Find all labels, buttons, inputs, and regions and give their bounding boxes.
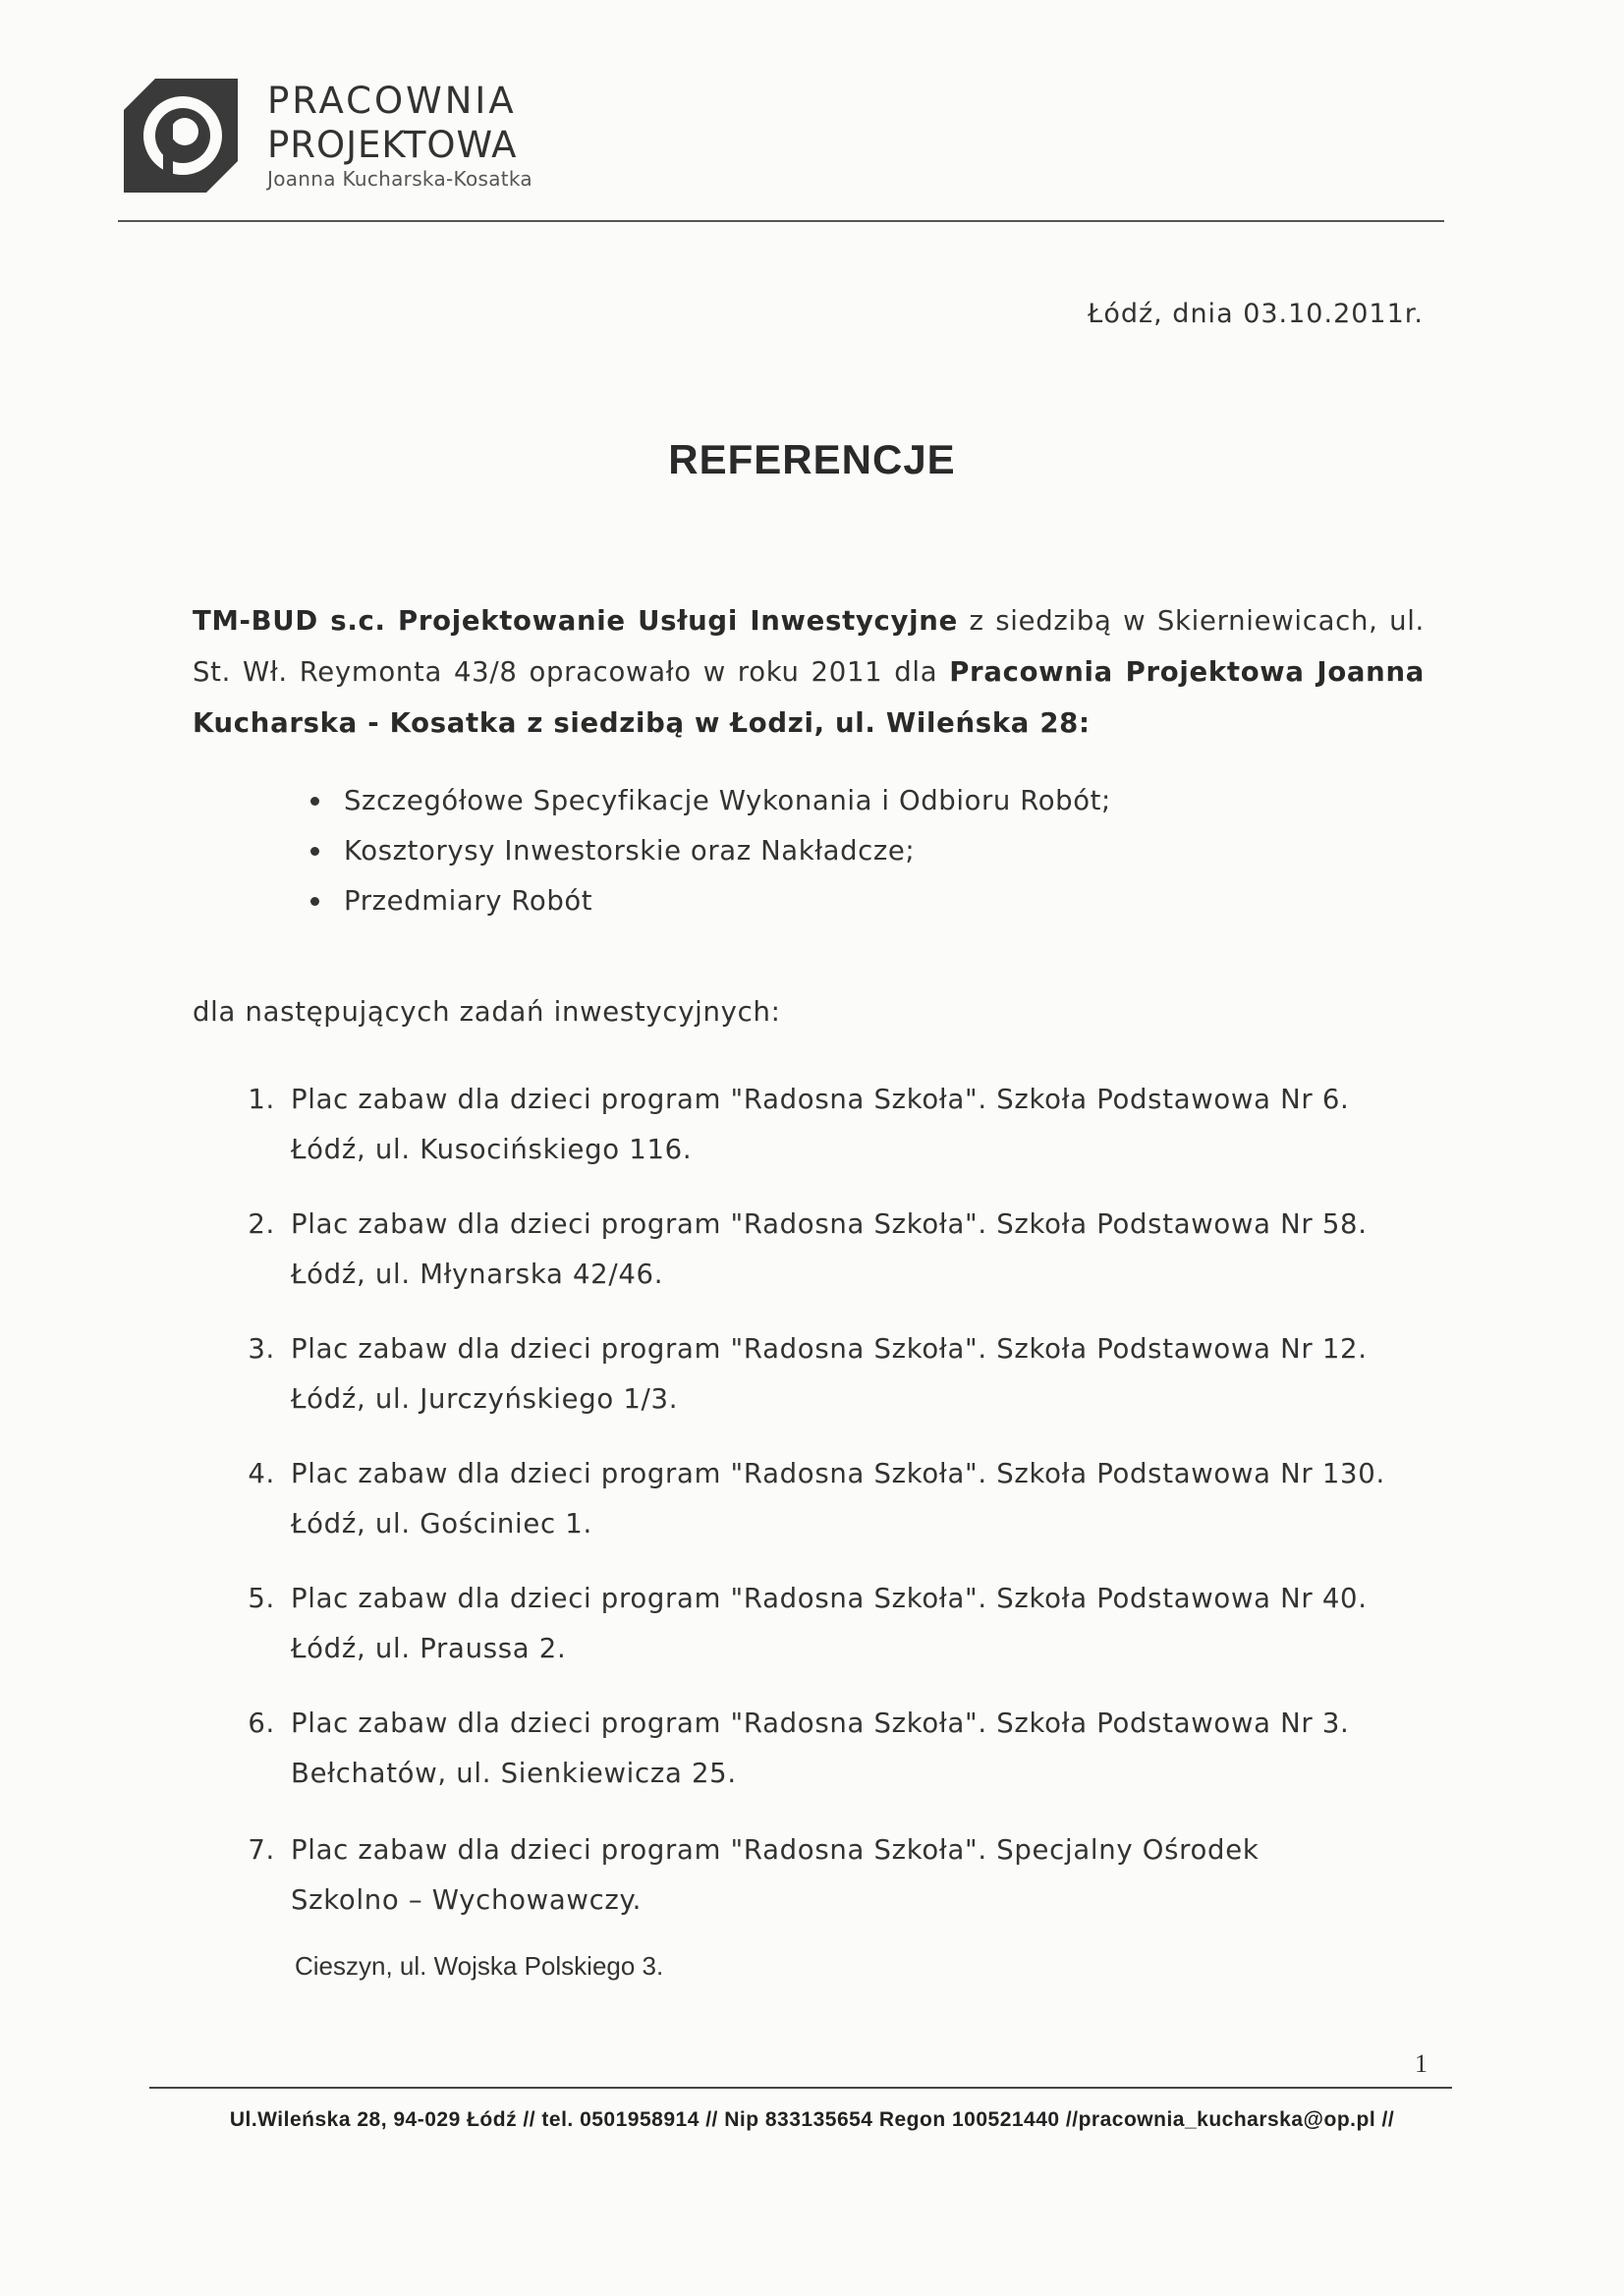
task-line1: Plac zabaw dla dzieci program "Radosna Szkoła". Szkoła Podstawowa Nr 12. [291, 1333, 1368, 1365]
recipient-name: Pracownia Projektowa Joanna Kucharska - Kosatka z siedzibą w Łodzi, ul. Wileńska 28: [193, 656, 1425, 739]
task-number: 6. [248, 1708, 275, 1739]
task-item [236, 1324, 1368, 1425]
page-number: 1 [1415, 2049, 1428, 2078]
task-line2: Szkolno – Wychowawczy. [291, 1884, 643, 1916]
header-divider [118, 220, 1444, 222]
task-line1: Plac zabaw dla dzieci program "Radosna Szkoła". Szkoła Podstawowa Nr 3. [291, 1708, 1350, 1739]
task-number: 5. [248, 1583, 275, 1614]
task-line2: Łódź, ul. Praussa 2. [291, 1633, 567, 1664]
bullet-icon [310, 897, 319, 906]
task-last-address: Cieszyn, ul. Wojska Polskiego 3. [295, 1951, 664, 1981]
company-owner: Joanna Kucharska-Kosatka [267, 167, 532, 191]
task-item [236, 1699, 1350, 1799]
task-number: 4. [248, 1458, 275, 1489]
task-line2: Łódź, ul. Gościniec 1. [291, 1508, 592, 1540]
task-line1: Plac zabaw dla dzieci program "Radosna Szkoła". Szkoła Podstawowa Nr 40. [291, 1583, 1368, 1614]
contractor-name: TM-BUD s.c. Projektowanie Usługi Inwestycyjne [193, 605, 958, 637]
deliverables-list [344, 776, 1111, 926]
task-item [236, 1825, 1259, 1926]
task-line1: Plac zabaw dla dzieci program "Radosna Szkoła". Specjalny Ośrodek [291, 1834, 1260, 1866]
bullet-icon [310, 797, 319, 806]
task-item [236, 1449, 1385, 1549]
footer-divider [149, 2087, 1452, 2089]
task-line2: Łódź, ul. Jurczyńskiego 1/3. [291, 1383, 679, 1415]
task-item [236, 1075, 1350, 1175]
task-number: 3. [248, 1333, 275, 1365]
task-number: 2. [248, 1208, 275, 1240]
intro-text: z siedzibą w Skierniewicach, ul. St. Wł. Reymonta 43/8 opracowało w roku 2011 dla [193, 605, 1425, 688]
footer-contact: Ul.Wileńska 28, 94-029 Łódź // tel. 0501958914 // Nip 833135654 Regon 100521440 //pracownia_kucharska@op.pl // [229, 2108, 1395, 2131]
intro-paragraph [193, 595, 1425, 749]
task-line1: Plac zabaw dla dzieci program "Radosna Szkoła". Szkoła Podstawowa Nr 6. [291, 1084, 1350, 1115]
task-line1: Plac zabaw dla dzieci program "Radosna Szkoła". Szkoła Podstawowa Nr 130. [291, 1458, 1385, 1489]
task-line1: Plac zabaw dla dzieci program "Radosna Szkoła". Szkoła Podstawowa Nr 58. [291, 1208, 1368, 1240]
document-date: Łódź, dnia 03.10.2011r. [1088, 299, 1424, 329]
bullet-icon [310, 847, 319, 856]
task-line2: Bełchatów, ul. Sienkiewicza 25. [291, 1758, 737, 1789]
document-title: REFERENCJE [668, 436, 956, 482]
task-item [236, 1200, 1368, 1300]
company-name-line2: PROJEKTOWA [267, 124, 518, 166]
task-line2: Łódź, ul. Kusocińskiego 116. [291, 1134, 693, 1165]
task-number: 7. [248, 1834, 275, 1866]
task-item [236, 1574, 1368, 1674]
task-line2: Łódź, ul. Młynarska 42/46. [291, 1259, 664, 1290]
list-item: Przedmiary Robót [344, 876, 1111, 926]
list-item: Szczegółowe Specyfikacje Wykonania i Odbioru Robót; [344, 776, 1111, 826]
company-logo-icon [120, 75, 242, 196]
list-item: Kosztorysy Inwestorskie oraz Nakładcze; [344, 826, 1111, 876]
task-number: 1. [248, 1084, 275, 1115]
tasks-lead: dla następujących zadań inwestycyjnych: [193, 996, 781, 1028]
company-name-line1: PRACOWNIA [267, 80, 517, 122]
